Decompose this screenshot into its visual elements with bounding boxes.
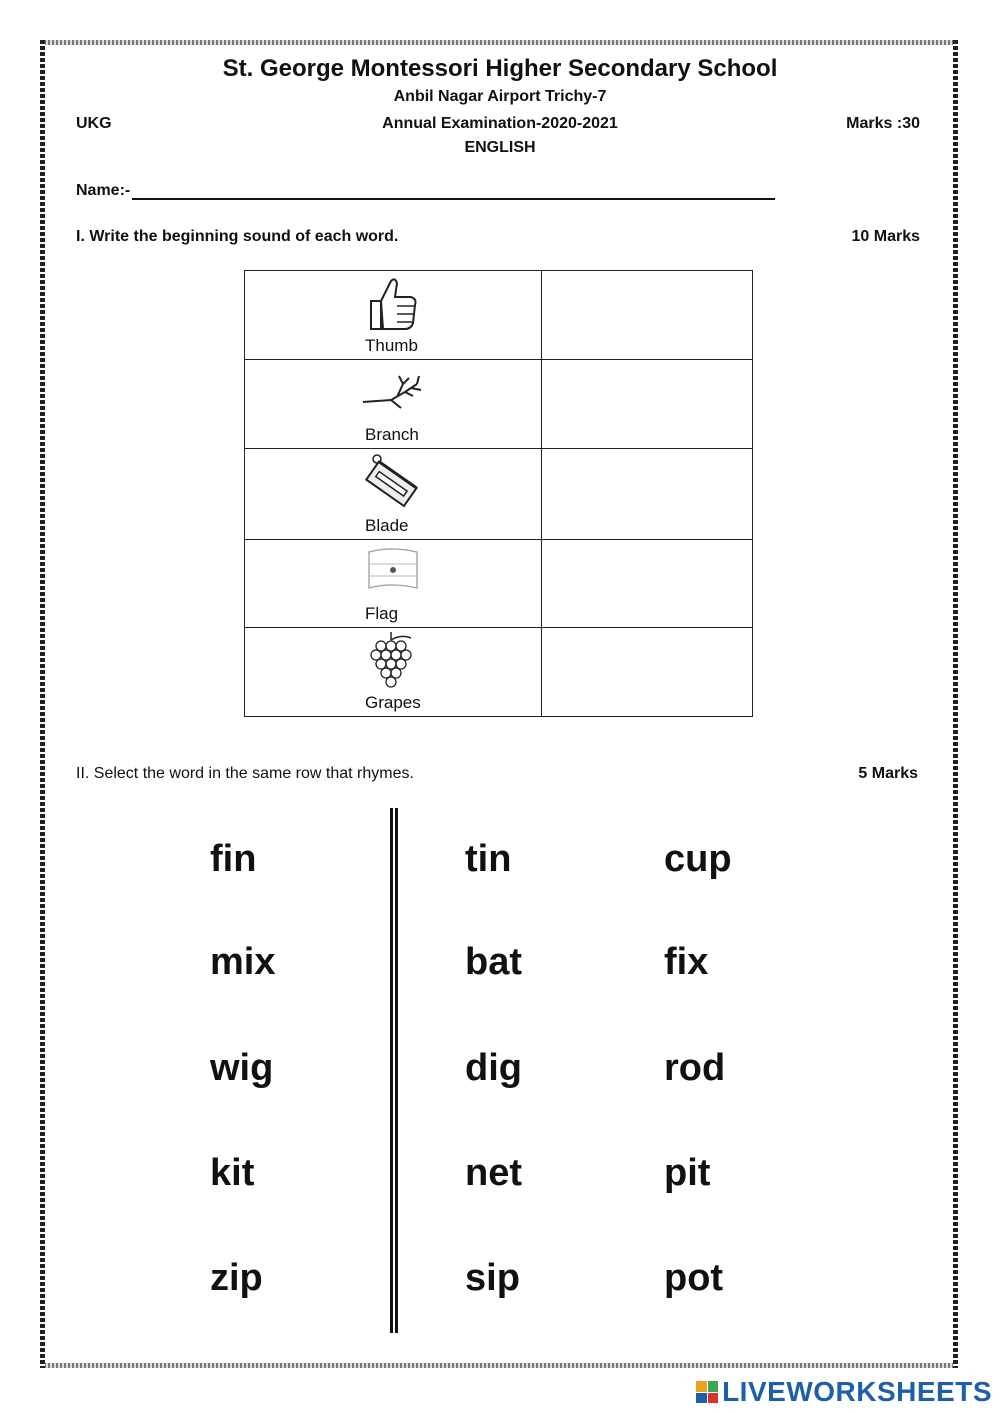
section2-marks: 5 Marks <box>858 765 918 782</box>
rhyme-option[interactable]: cup <box>664 838 732 880</box>
flag-icon <box>361 542 423 602</box>
word-label: Grapes <box>365 693 421 712</box>
name-input[interactable] <box>132 182 775 200</box>
rhyme-option[interactable]: pot <box>664 1257 724 1299</box>
rhyme-option[interactable]: rod <box>664 1047 726 1089</box>
answer-cell[interactable] <box>542 628 753 717</box>
rhyme-option[interactable]: bat <box>465 941 522 983</box>
name-label: Name:- <box>76 182 131 199</box>
total-marks: Marks :30 <box>846 115 920 132</box>
rhyme-word: mix <box>210 941 276 983</box>
answer-cell[interactable] <box>542 540 753 628</box>
column-divider <box>390 808 398 1333</box>
grapes-icon <box>361 630 423 690</box>
picture-cell <box>245 540 542 628</box>
exam-title: Annual Examination-2020-2021 <box>382 115 618 132</box>
rhyme-word: kit <box>210 1152 255 1194</box>
answer-cell[interactable] <box>542 360 753 449</box>
table-row <box>245 271 753 360</box>
word-label: Thumb <box>365 336 418 355</box>
rhyme-option[interactable]: tin <box>465 838 512 880</box>
rhyme-word: wig <box>210 1047 274 1089</box>
picture-cell <box>245 360 542 449</box>
rhyme-option[interactable]: net <box>465 1152 522 1194</box>
rhyme-word: zip <box>210 1257 263 1299</box>
liveworksheets-logo[interactable] <box>696 1376 992 1408</box>
branch-icon <box>361 362 423 422</box>
table-row <box>245 540 753 628</box>
table-row <box>245 449 753 540</box>
section1-marks: 10 Marks <box>851 228 920 245</box>
word-label: Flag <box>365 604 399 623</box>
picture-cell <box>245 628 542 717</box>
school-name: St. George Montessori Higher Secondary School <box>222 55 778 82</box>
thumbs-up-icon <box>361 273 423 333</box>
razor-blade-icon <box>361 451 423 511</box>
word-label: Blade <box>365 516 409 535</box>
name-row <box>76 182 775 200</box>
rhyme-option[interactable]: pit <box>664 1152 711 1194</box>
picture-cell <box>245 271 542 360</box>
brand-text: LIVEWORKSHEETS <box>722 1376 992 1407</box>
rhyme-word: fin <box>210 838 257 880</box>
table-row <box>245 360 753 449</box>
word-label: Branch <box>365 425 419 444</box>
section1-instruction: I. Write the beginning sound of each word. <box>76 228 399 245</box>
section2-instruction: II. Select the word in the same row that rhymes. <box>76 765 414 782</box>
answer-cell[interactable] <box>542 449 753 540</box>
beginning-sound-table <box>244 270 753 717</box>
rhyme-option[interactable]: fix <box>664 941 709 983</box>
table-row <box>245 628 753 717</box>
answer-cell[interactable] <box>542 271 753 360</box>
school-address: Anbil Nagar Airport Trichy-7 <box>393 88 607 105</box>
subject-title: ENGLISH <box>464 139 536 156</box>
brand-icon <box>696 1381 718 1403</box>
rhyme-option[interactable]: sip <box>465 1257 520 1299</box>
grade-label: UKG <box>76 115 112 132</box>
picture-cell <box>245 449 542 540</box>
rhyme-option[interactable]: dig <box>465 1047 522 1089</box>
